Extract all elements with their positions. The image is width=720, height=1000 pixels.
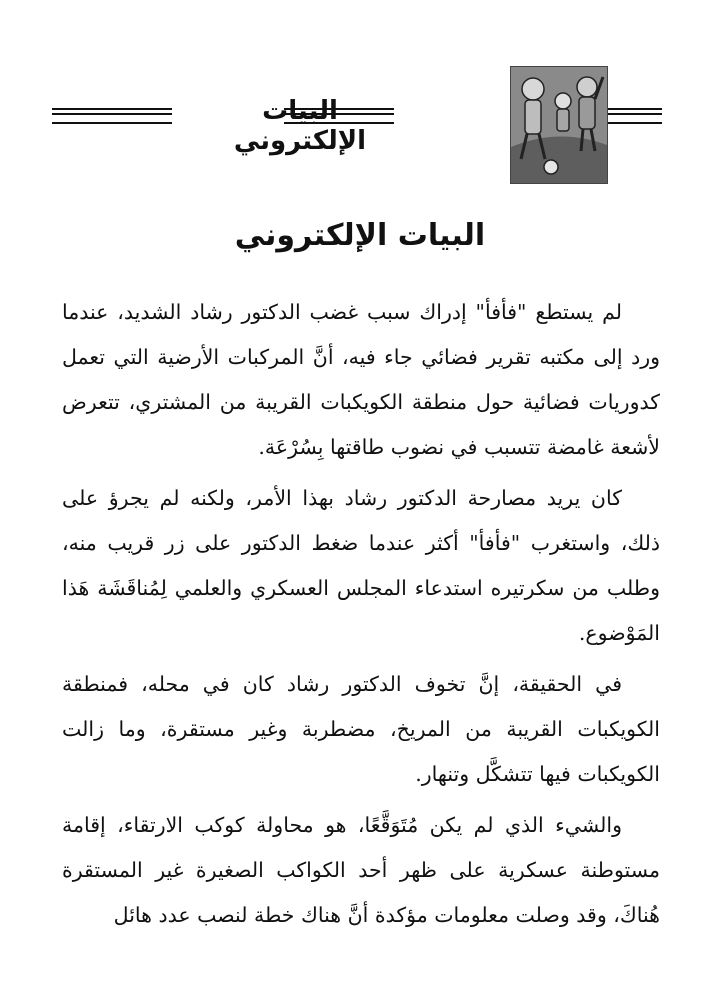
header-illustration	[510, 66, 608, 184]
paragraph-1: لم يستطع "فأفأ" إدراك سبب غضب الدكتور رشاد الشديد، عندما ورد إلى مكتبه تقرير فضائي جاء فيه، أنَّ المركبات الأرضية التي تعمل كدوريات فضائية حول منطقة الكويكبات القريبة من المشتري، تتعرض لأشعة غامضة تتسبب في نضوب طاقتها بِسُرْعَة.	[62, 300, 660, 459]
cartoon-characters-icon	[511, 67, 607, 183]
running-header	[52, 66, 662, 186]
chapter-title: البيات الإلكتروني	[234, 218, 486, 253]
header-rule-left	[52, 108, 172, 124]
header-rule-right	[608, 108, 662, 124]
paragraph-4: والشيء الذي لم يكن مُتَوَقَّعًا، هو محاولة كوكب الارتقاء، إقامة مستوطنة عسكرية على ظهر أحد الكواكب الصغيرة غير المستقرة هُناكَ، وقد وصلت معلومات مؤكدة أنَّ هناك خطة لنصب عدد هائل	[62, 813, 660, 927]
running-title: البيات الإلكتروني	[233, 96, 367, 156]
header-rule-middle	[284, 108, 394, 124]
paragraph-3: في الحقيقة، إنَّ تخوف الدكتور رشاد كان في محله، فمنطقة الكويكبات القريبة من المريخ، مضطربة وغير مستقرة، وما زالت الكويكبات فيها تتشكَّل وتنهار.	[62, 672, 660, 786]
chapter-body	[62, 290, 660, 944]
paragraph-2: كان يريد مصارحة الدكتور رشاد بهذا الأمر، ولكنه لم يجرؤ على ذلك، واستغرب "فأفأ" أكثر عندما ضغط الدكتور على زر قريب منه، وطلب من سكرتيره استدعاء المجلس العسكري والعلمي لِمُناقَشَة هَذا المَوْضوع.	[62, 486, 660, 645]
